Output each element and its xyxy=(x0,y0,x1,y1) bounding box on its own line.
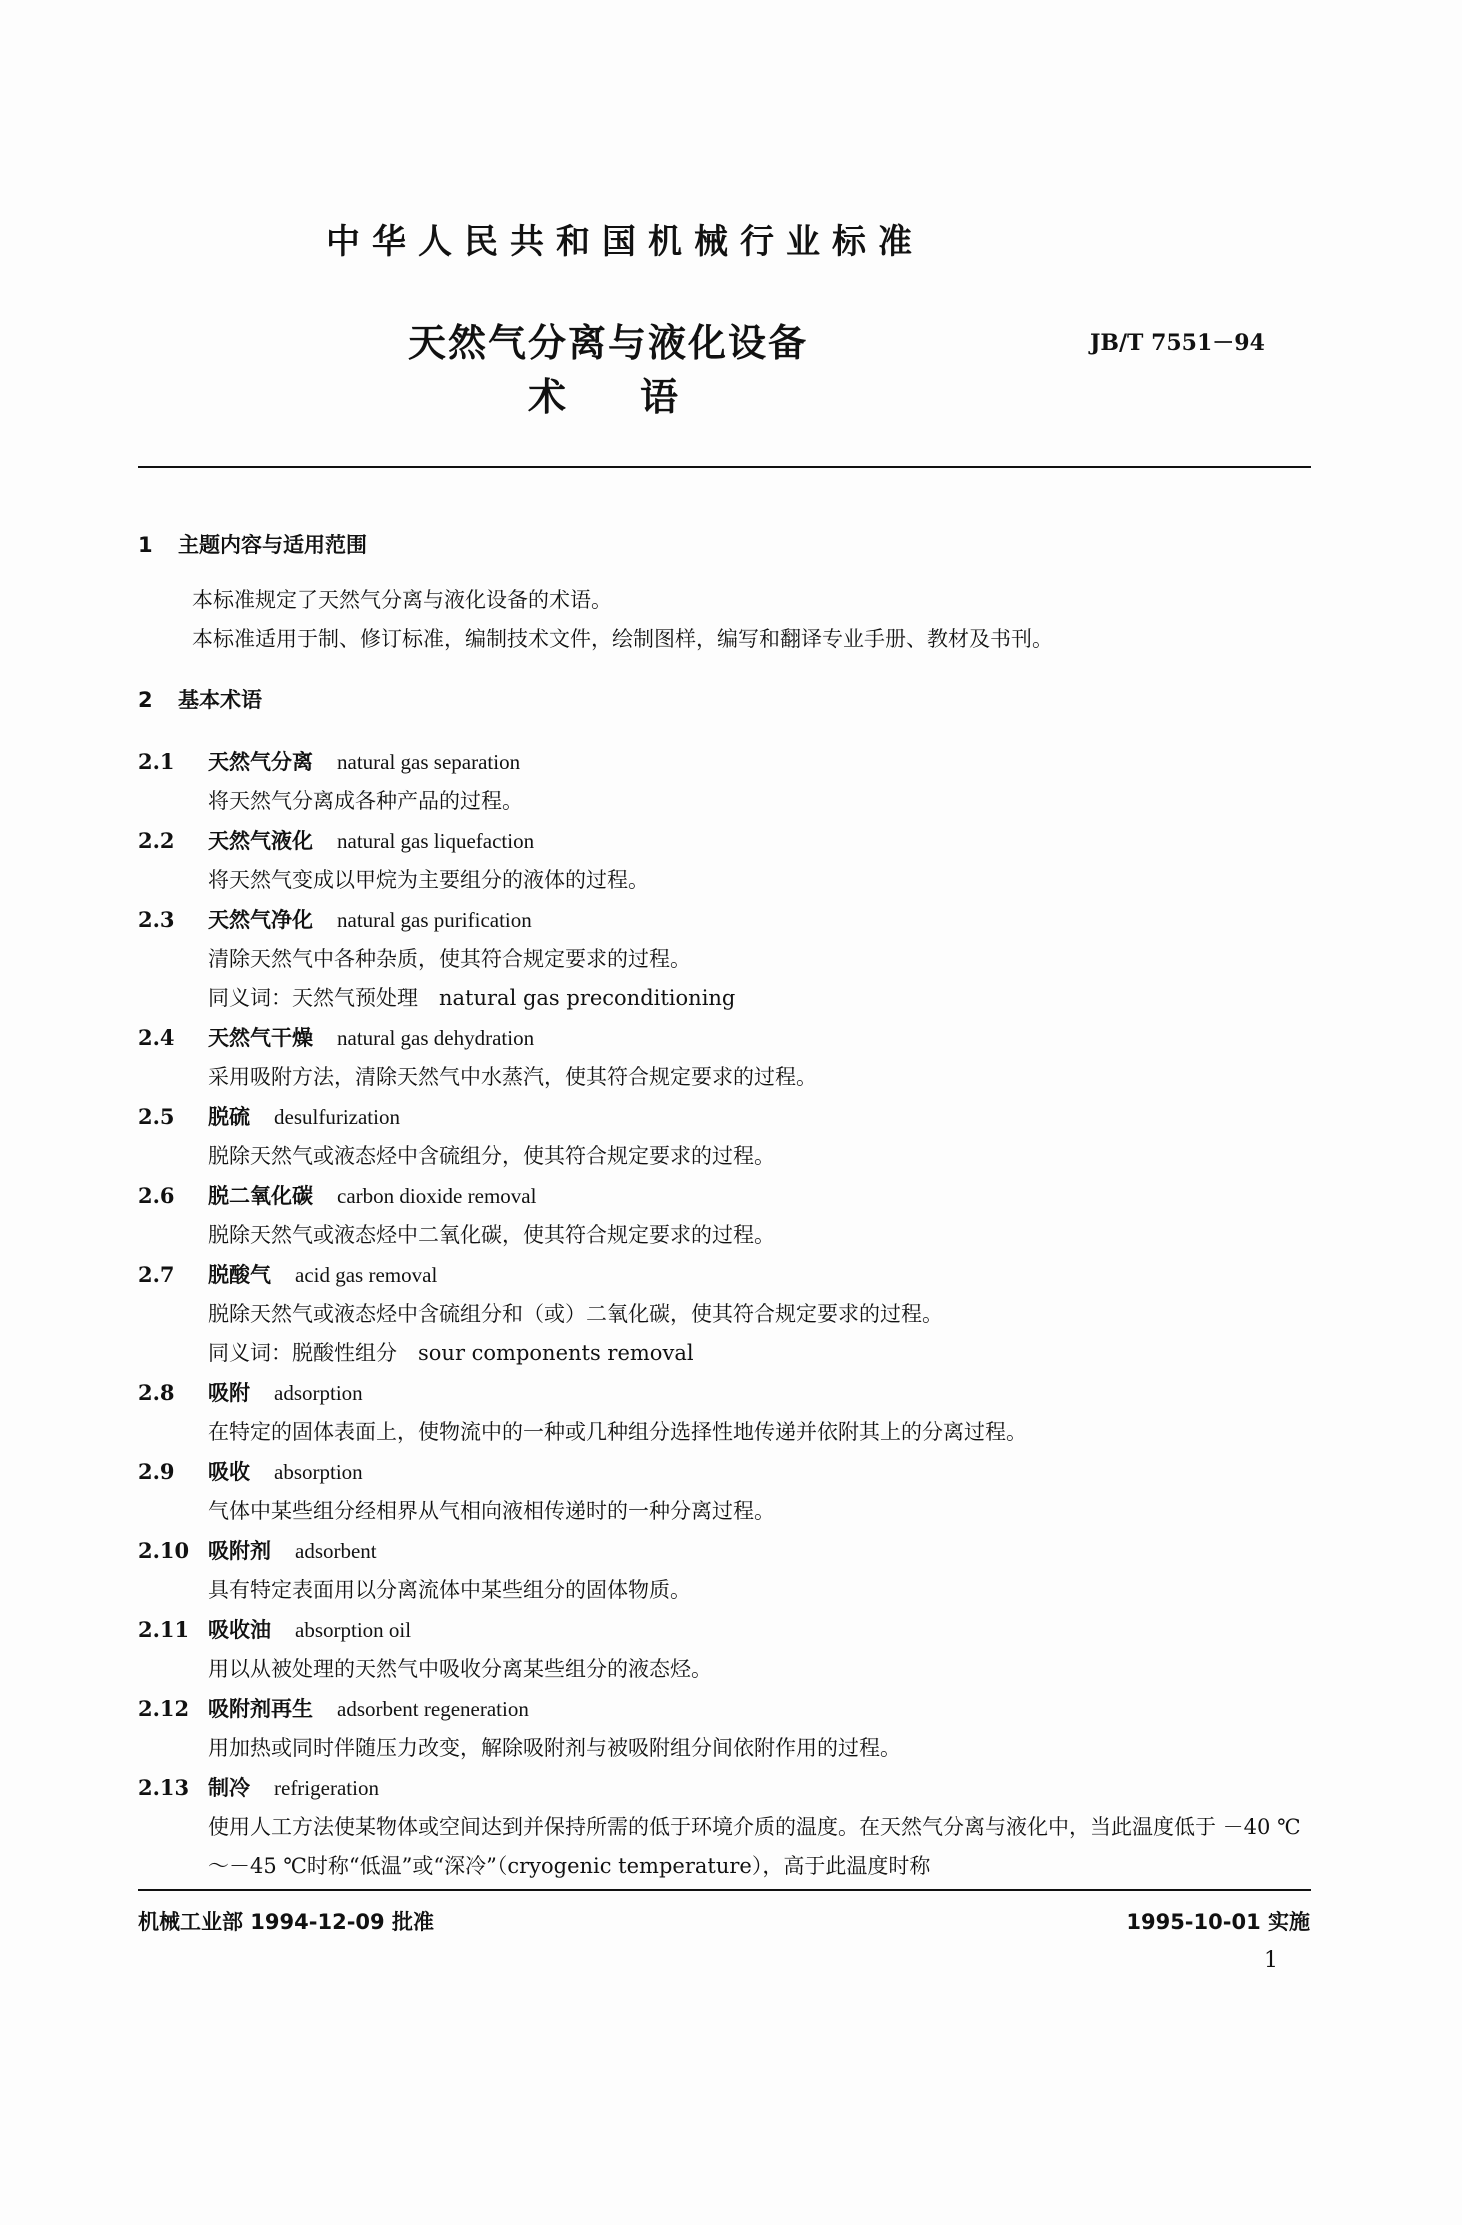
standard-number: JB/T 7551－94 xyxy=(1090,330,1265,356)
term-heading xyxy=(138,1768,1318,1808)
term-number: 2.3 xyxy=(138,907,175,932)
term-heading xyxy=(138,1531,1318,1571)
paragraph: 本标准规定了天然气分离与液化设备的术语。 xyxy=(192,588,612,612)
term-heading xyxy=(138,821,1318,861)
term-chinese: 吸收油 xyxy=(208,1618,271,1642)
document-subtitle: 术语 xyxy=(528,375,753,419)
term-definition: 脱除天然气或液态烃中二氧化碳，使其符合规定要求的过程。 xyxy=(208,1223,775,1247)
term-english: natural gas purification xyxy=(337,908,532,932)
term-chinese: 天然气分离 xyxy=(208,750,313,774)
term-english: adsorption xyxy=(274,1381,363,1405)
term-english: carbon dioxide removal xyxy=(337,1184,537,1208)
term-heading xyxy=(138,1452,1318,1492)
term-english: natural gas dehydration xyxy=(337,1026,535,1050)
term-chinese: 吸收 xyxy=(208,1460,250,1484)
term-chinese: 吸附剂 xyxy=(208,1539,271,1563)
document-title: 天然气分离与液化设备 xyxy=(408,321,809,365)
term-heading xyxy=(138,1255,1318,1295)
term-number: 2.13 xyxy=(138,1775,190,1800)
term-definition: 将天然气分离成各种产品的过程。 xyxy=(208,789,523,813)
implementation-line: 1995-10-01 实施 xyxy=(1126,1910,1310,1934)
term-definition: 用以从被处理的天然气中吸收分离某些组分的液态烃。 xyxy=(208,1657,712,1681)
section-title: 基本术语 xyxy=(178,688,262,712)
term-number: 2.11 xyxy=(138,1617,190,1642)
term-english: adsorbent regeneration xyxy=(337,1697,529,1721)
term-english: desulfurization xyxy=(274,1105,400,1129)
term-heading xyxy=(138,1373,1318,1413)
national-standard-title: 中华人民共和国机械行业标准 xyxy=(326,222,924,262)
term-definition: 用加热或同时伴随压力改变，解除吸附剂与被吸附组分间依附作用的过程。 xyxy=(208,1736,901,1760)
term-heading xyxy=(138,1176,1318,1216)
term-english: adsorbent xyxy=(295,1539,377,1563)
term-chinese: 脱二氧化碳 xyxy=(208,1184,313,1208)
term-definition: 清除天然气中各种杂质，使其符合规定要求的过程。 xyxy=(208,947,691,971)
paragraph: 本标准适用于制、修订标准，编制技术文件，绘制图样，编写和翻译专业手册、教材及书刊。 xyxy=(192,627,1053,651)
term-heading xyxy=(138,742,1318,782)
term-heading xyxy=(138,1018,1318,1058)
term-heading xyxy=(138,900,1318,940)
term-chinese: 脱硫 xyxy=(208,1105,250,1129)
page-number: 1 xyxy=(1264,1948,1278,1973)
term-number: 2.8 xyxy=(138,1380,175,1405)
term-number: 2.9 xyxy=(138,1459,175,1484)
term-heading xyxy=(138,1689,1318,1729)
footer-divider xyxy=(138,1889,1311,1891)
term-number: 2.4 xyxy=(138,1025,175,1050)
term-definition: 脱除天然气或液态烃中含硫组分和（或）二氧化碳，使其符合规定要求的过程。 xyxy=(208,1302,943,1326)
term-chinese: 吸附剂再生 xyxy=(208,1697,313,1721)
section-number: 1 xyxy=(138,533,153,557)
terms-list xyxy=(138,742,1318,1886)
term-number: 2.5 xyxy=(138,1104,175,1129)
term-heading xyxy=(138,1097,1318,1137)
header-divider xyxy=(138,466,1311,468)
term-english: absorption oil xyxy=(295,1618,412,1642)
term-english: natural gas liquefaction xyxy=(337,829,535,853)
term-english: acid gas removal xyxy=(295,1263,438,1287)
section-heading xyxy=(138,526,1318,565)
term-heading xyxy=(138,1610,1318,1650)
term-chinese: 天然气液化 xyxy=(208,829,313,853)
term-number: 2.10 xyxy=(138,1538,190,1563)
term-definition: 在特定的固体表面上，使物流中的一种或几种组分选择性地传递并依附其上的分离过程。 xyxy=(208,1420,1027,1444)
term-chinese: 脱酸气 xyxy=(208,1263,271,1287)
term-chinese: 吸附 xyxy=(208,1381,250,1405)
approval-line: 机械工业部 1994-12-09 批准 xyxy=(138,1910,434,1934)
term-synonym: 同义词：天然气预处理 natural gas preconditioning xyxy=(208,986,736,1010)
term-number: 2.1 xyxy=(138,749,175,774)
term-definition: 气体中某些组分经相界从气相向液相传递时的一种分离过程。 xyxy=(208,1499,775,1523)
term-english: refrigeration xyxy=(274,1776,379,1800)
term-definition: 采用吸附方法，清除天然气中水蒸汽，使其符合规定要求的过程。 xyxy=(208,1065,817,1089)
term-number: 2.7 xyxy=(138,1262,175,1287)
term-chinese: 天然气干燥 xyxy=(208,1026,313,1050)
section-heading xyxy=(138,681,1318,720)
term-number: 2.6 xyxy=(138,1183,175,1208)
term-number: 2.2 xyxy=(138,828,175,853)
term-synonym: 同义词：脱酸性组分 sour components removal xyxy=(208,1341,694,1365)
term-definition: 具有特定表面用以分离流体中某些组分的固体物质。 xyxy=(208,1578,691,1602)
term-number: 2.12 xyxy=(138,1696,190,1721)
term-definition: 使用人工方法使某物体或空间达到并保持所需的低于环境介质的温度。在天然气分离与液化中，当此温度低于 －40 ℃～－45 ℃时称“低温”或“深冷”（cryogenic temperature），高于此温度时称 xyxy=(208,1815,1301,1878)
section-title: 主题内容与适用范围 xyxy=(178,533,367,557)
term-english: natural gas separation xyxy=(337,750,521,774)
term-definition: 将天然气变成以甲烷为主要组分的液体的过程。 xyxy=(208,868,649,892)
section-number: 2 xyxy=(138,688,153,712)
term-chinese: 天然气净化 xyxy=(208,908,313,932)
document-body xyxy=(138,526,1318,1886)
term-chinese: 制冷 xyxy=(208,1776,250,1800)
term-definition: 脱除天然气或液态烃中含硫组分，使其符合规定要求的过程。 xyxy=(208,1144,775,1168)
term-english: absorption xyxy=(274,1460,363,1484)
